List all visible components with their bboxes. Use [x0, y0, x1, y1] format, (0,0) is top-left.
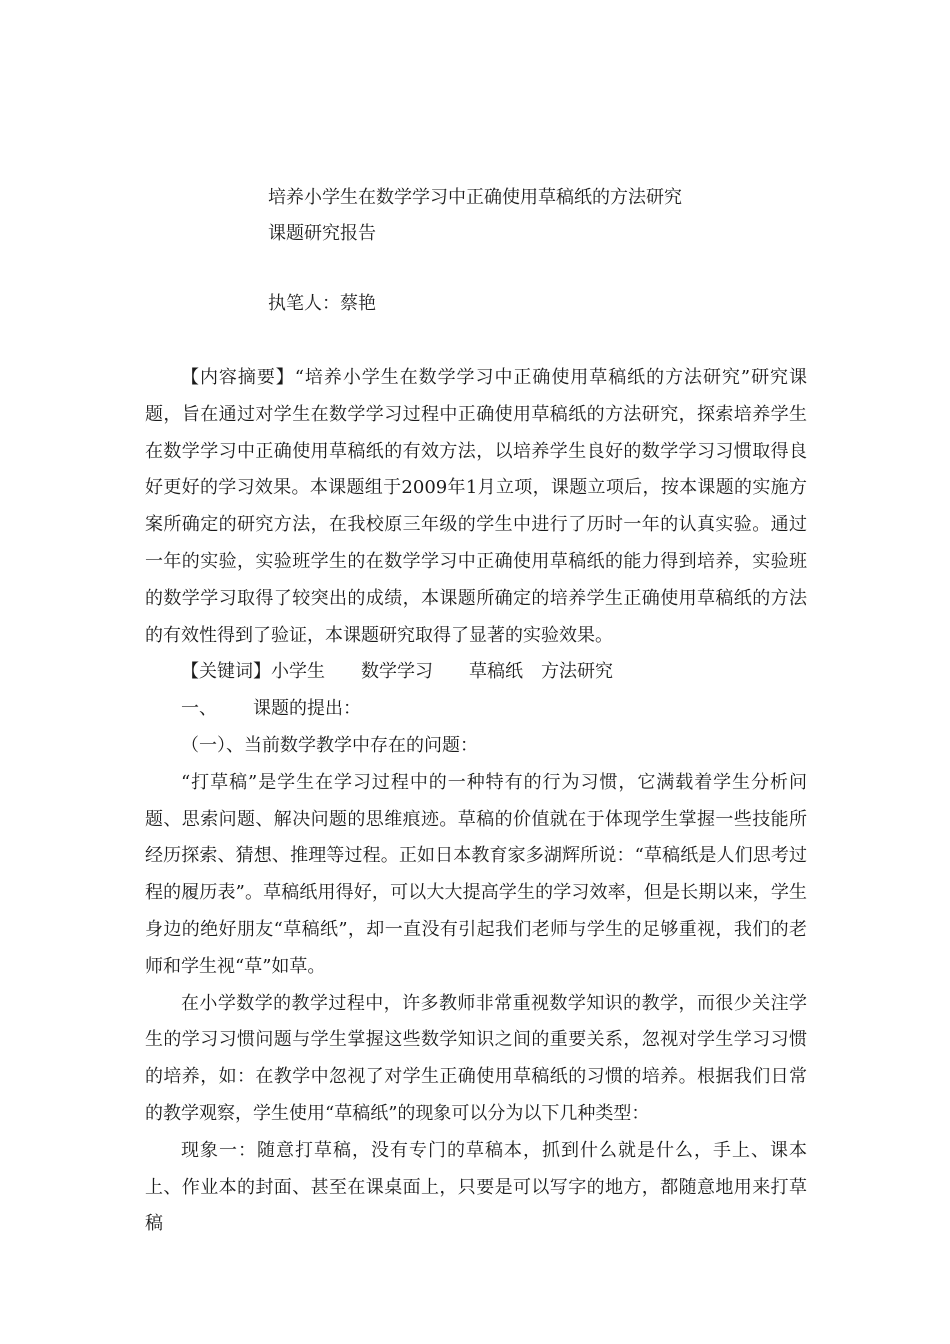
document-title: 培养小学生在数学学习中正确使用草稿纸的方法研究: [268, 187, 682, 208]
author-line: 执笔人：蔡艳: [268, 293, 376, 314]
document-subtitle: 课题研究报告: [268, 223, 376, 244]
abstract-paragraph: 【内容摘要】“培养小学生在数学学习中正确使用草稿纸的方法研究”研究课题，旨在通过对学生在数学学习过程中正确使用草稿纸的方法研究，探索培养学生在数学学习中正确使用草稿纸的有效方法，以培养学生良好的数学学习习惯取得良好更好的学习效果。本课题组于2009年1月立项，课题立项后，按本课题的实施方案所确定的研究方法，在我校原三年级的学生中进行了历时一年的认真实验。通过一年的实验，实验班学生的在数学学习中正确使用草稿纸的能力得到培养，实验班的数学学习取得了较突出的成绩，本课题所确定的培养学生正确使用草稿纸的方法的有效性得到了验证，本课题研究取得了显著的实验效果。: [145, 367, 807, 646]
document-body: [145, 360, 807, 1243]
keywords-label: 【关键词】: [181, 661, 271, 683]
section-number: 一、: [181, 698, 217, 720]
keywords-line: [145, 654, 807, 691]
keyword-item: 小学生: [271, 661, 325, 683]
keyword-item: 数学学习: [361, 661, 433, 683]
body-paragraph: 在小学数学的教学过程中，许多教师非常重视数学知识的教学，而很少关注学生的学习习惯问题与学生掌握这些数学知识之间的重要关系，忽视对学生学习习惯的培养，如：在教学中忽视了对学生正确使用草稿纸的习惯的培养。根据我们日常的教学观察，学生使用“草稿纸”的现象可以分为以下几种类型：: [145, 992, 807, 1124]
keyword-item: 草稿纸: [469, 661, 523, 683]
section-heading: [145, 691, 807, 728]
body-paragraph: “打草稿”是学生在学习过程中的一种特有的行为习惯，它满载着学生分析问题、思索问题、解决问题的思维痕迹。草稿的价值就在于体现学生掌握一些技能所经历探索、猜想、推理等过程。正如日本教育家多湖辉所说：“草稿纸是人们思考过程的履历表”。草稿纸用得好，可以大大提高学生的学习效率，但是长期以来，学生身边的绝好朋友“草稿纸”，却一直没有引起我们老师与学生的足够重视，我们的老师和学生视“草”如草。: [145, 771, 807, 977]
section-title: 课题的提出：: [253, 698, 361, 720]
body-paragraph: 现象一：随意打草稿，没有专门的草稿本，抓到什么就是什么，手上、课本上、作业本的封面、甚至在课桌面上，只要是可以写字的地方，都随意地用来打草稿: [145, 1139, 807, 1235]
keyword-item: 方法研究: [541, 661, 613, 683]
subsection-heading: （一）、当前数学教学中存在的问题：: [181, 734, 478, 756]
